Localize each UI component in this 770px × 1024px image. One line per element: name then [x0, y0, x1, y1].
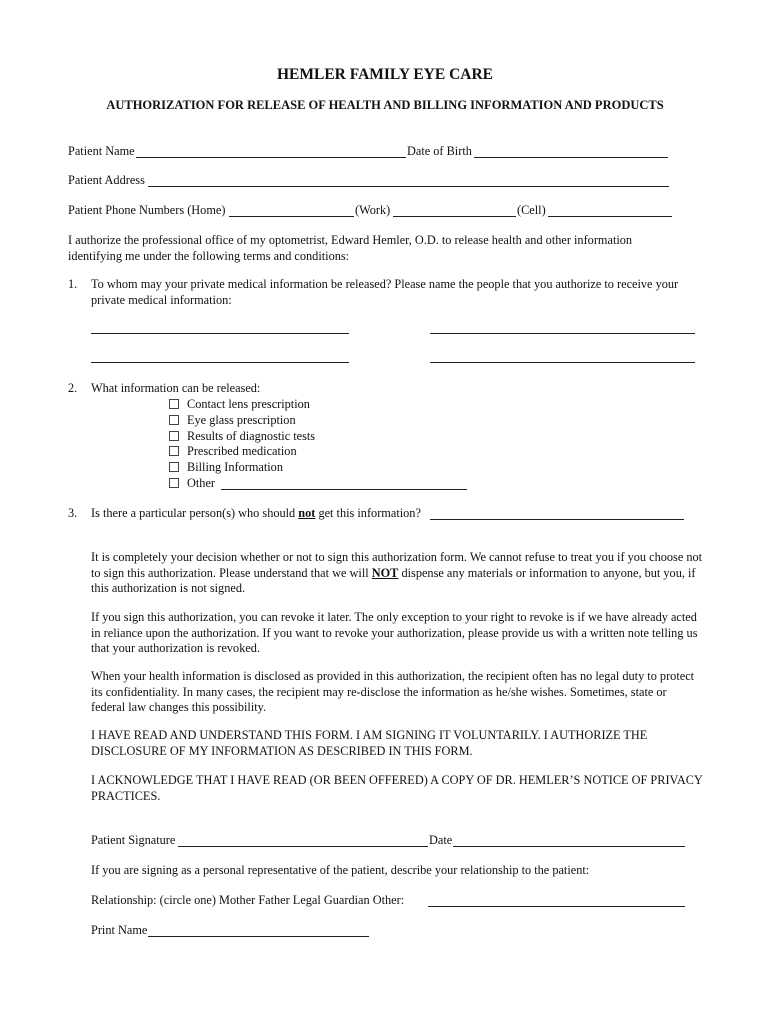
relationship-other-field[interactable]: [428, 906, 685, 907]
option-billing-information[interactable]: Billing Information: [169, 460, 283, 476]
relationship-label: Relationship: (circle one) Mother Father Legal Guardian Other:: [91, 893, 405, 907]
checkbox-icon[interactable]: [169, 399, 179, 409]
date-of-birth-field[interactable]: [474, 157, 668, 158]
other-information-field[interactable]: [221, 489, 467, 490]
decision-paragraph: It is completely your decision whether or not to sign this authorization form. We cannot refuse to treat you if you choose not to sign this authorization. Please understand that we will NOT dispense any materials or information to anyone, but you, if this authorization is not signed.: [91, 550, 703, 595]
option-eye-glass[interactable]: Eye glass prescription: [169, 413, 296, 429]
question-1-text: To whom may your private medical information be released? Please name the people that you authorize to receive your private medical information:: [91, 277, 679, 307]
privacy-notice-paragraph: I ACKNOWLEDGE THAT I HAVE READ (OR BEEN OFFERED) A COPY OF DR. HEMLER’S NOTICE OF PRIVACY PRACTICES.: [91, 773, 703, 803]
print-name-label: Print Name: [91, 923, 148, 937]
option-prescribed-medication[interactable]: Prescribed medication: [169, 444, 297, 460]
checkbox-icon[interactable]: [169, 431, 179, 441]
print-name-field[interactable]: [148, 936, 369, 937]
recipient-2-field[interactable]: [430, 333, 695, 334]
checkbox-icon[interactable]: [169, 478, 179, 488]
option-other[interactable]: Other: [169, 476, 215, 492]
question-2-number: 2.: [68, 381, 78, 395]
practice-title: HEMLER FAMILY EYE CARE: [276, 66, 494, 83]
patient-address-label: Patient Address: [68, 173, 145, 187]
question-3-number: 3.: [68, 506, 78, 520]
recipient-3-field[interactable]: [91, 362, 349, 363]
option-diagnostic-tests[interactable]: Results of diagnostic tests: [169, 429, 315, 445]
question-2-text: What information can be released:: [91, 381, 261, 395]
checkbox-icon[interactable]: [169, 446, 179, 456]
intro-paragraph: I authorize the professional office of my optometrist, Edward Hemler, O.D. to release health and other information identifying me under the following terms and conditions:: [68, 233, 633, 263]
work-phone-field[interactable]: [393, 216, 516, 217]
representative-note: If you are signing as a personal representative of the patient, describe your relationship to the patient:: [91, 863, 590, 877]
home-phone-field[interactable]: [229, 216, 354, 217]
patient-name-field[interactable]: [136, 157, 406, 158]
patient-signature-field[interactable]: [178, 846, 428, 847]
acknowledgement-paragraph: I HAVE READ AND UNDERSTAND THIS FORM. I AM SIGNING IT VOLUNTARILY. I AUTHORIZE THE DISCLOSURE OF MY INFORMATION AS DESCRIBED IN THIS FORM.: [91, 728, 648, 758]
patient-name-label: Patient Name: [68, 144, 135, 158]
signature-date-label: Date: [429, 833, 453, 847]
patient-address-field[interactable]: [148, 186, 669, 187]
question-1-number: 1.: [68, 277, 78, 291]
home-phone-label: Patient Phone Numbers (Home): [68, 203, 226, 217]
question-3-text: Is there a particular person(s) who should not get this information?: [91, 506, 421, 520]
excluded-person-field[interactable]: [430, 519, 684, 520]
revoke-paragraph: If you sign this authorization, you can revoke it later. The only exception to your right to revoke is if we have already acted in reliance upon the authorization. If you want to revoke your authorization, please provide us with a written note telling us that your authorization is revoked.: [91, 610, 698, 655]
patient-signature-label: Patient Signature: [91, 833, 176, 847]
recipient-4-field[interactable]: [430, 362, 695, 363]
checkbox-icon[interactable]: [169, 415, 179, 425]
form-title: AUTHORIZATION FOR RELEASE OF HEALTH AND BILLING INFORMATION AND PRODUCTS: [106, 98, 664, 112]
date-of-birth-label: Date of Birth: [407, 144, 472, 158]
option-contact-lens[interactable]: Contact lens prescription: [169, 397, 310, 413]
checkbox-icon[interactable]: [169, 462, 179, 472]
work-phone-label: (Work): [355, 203, 391, 217]
cell-phone-field[interactable]: [548, 216, 672, 217]
cell-phone-label: (Cell): [517, 203, 546, 217]
signature-date-field[interactable]: [453, 846, 685, 847]
recipient-1-field[interactable]: [91, 333, 349, 334]
disclosure-paragraph: When your health information is disclosed as provided in this authorization, the recipient often has no legal duty to protect its confidentiality. In many cases, the recipient may re-disclose the information as he/she wishes. Sometimes, state or federal law changes this possibility.: [91, 669, 695, 714]
